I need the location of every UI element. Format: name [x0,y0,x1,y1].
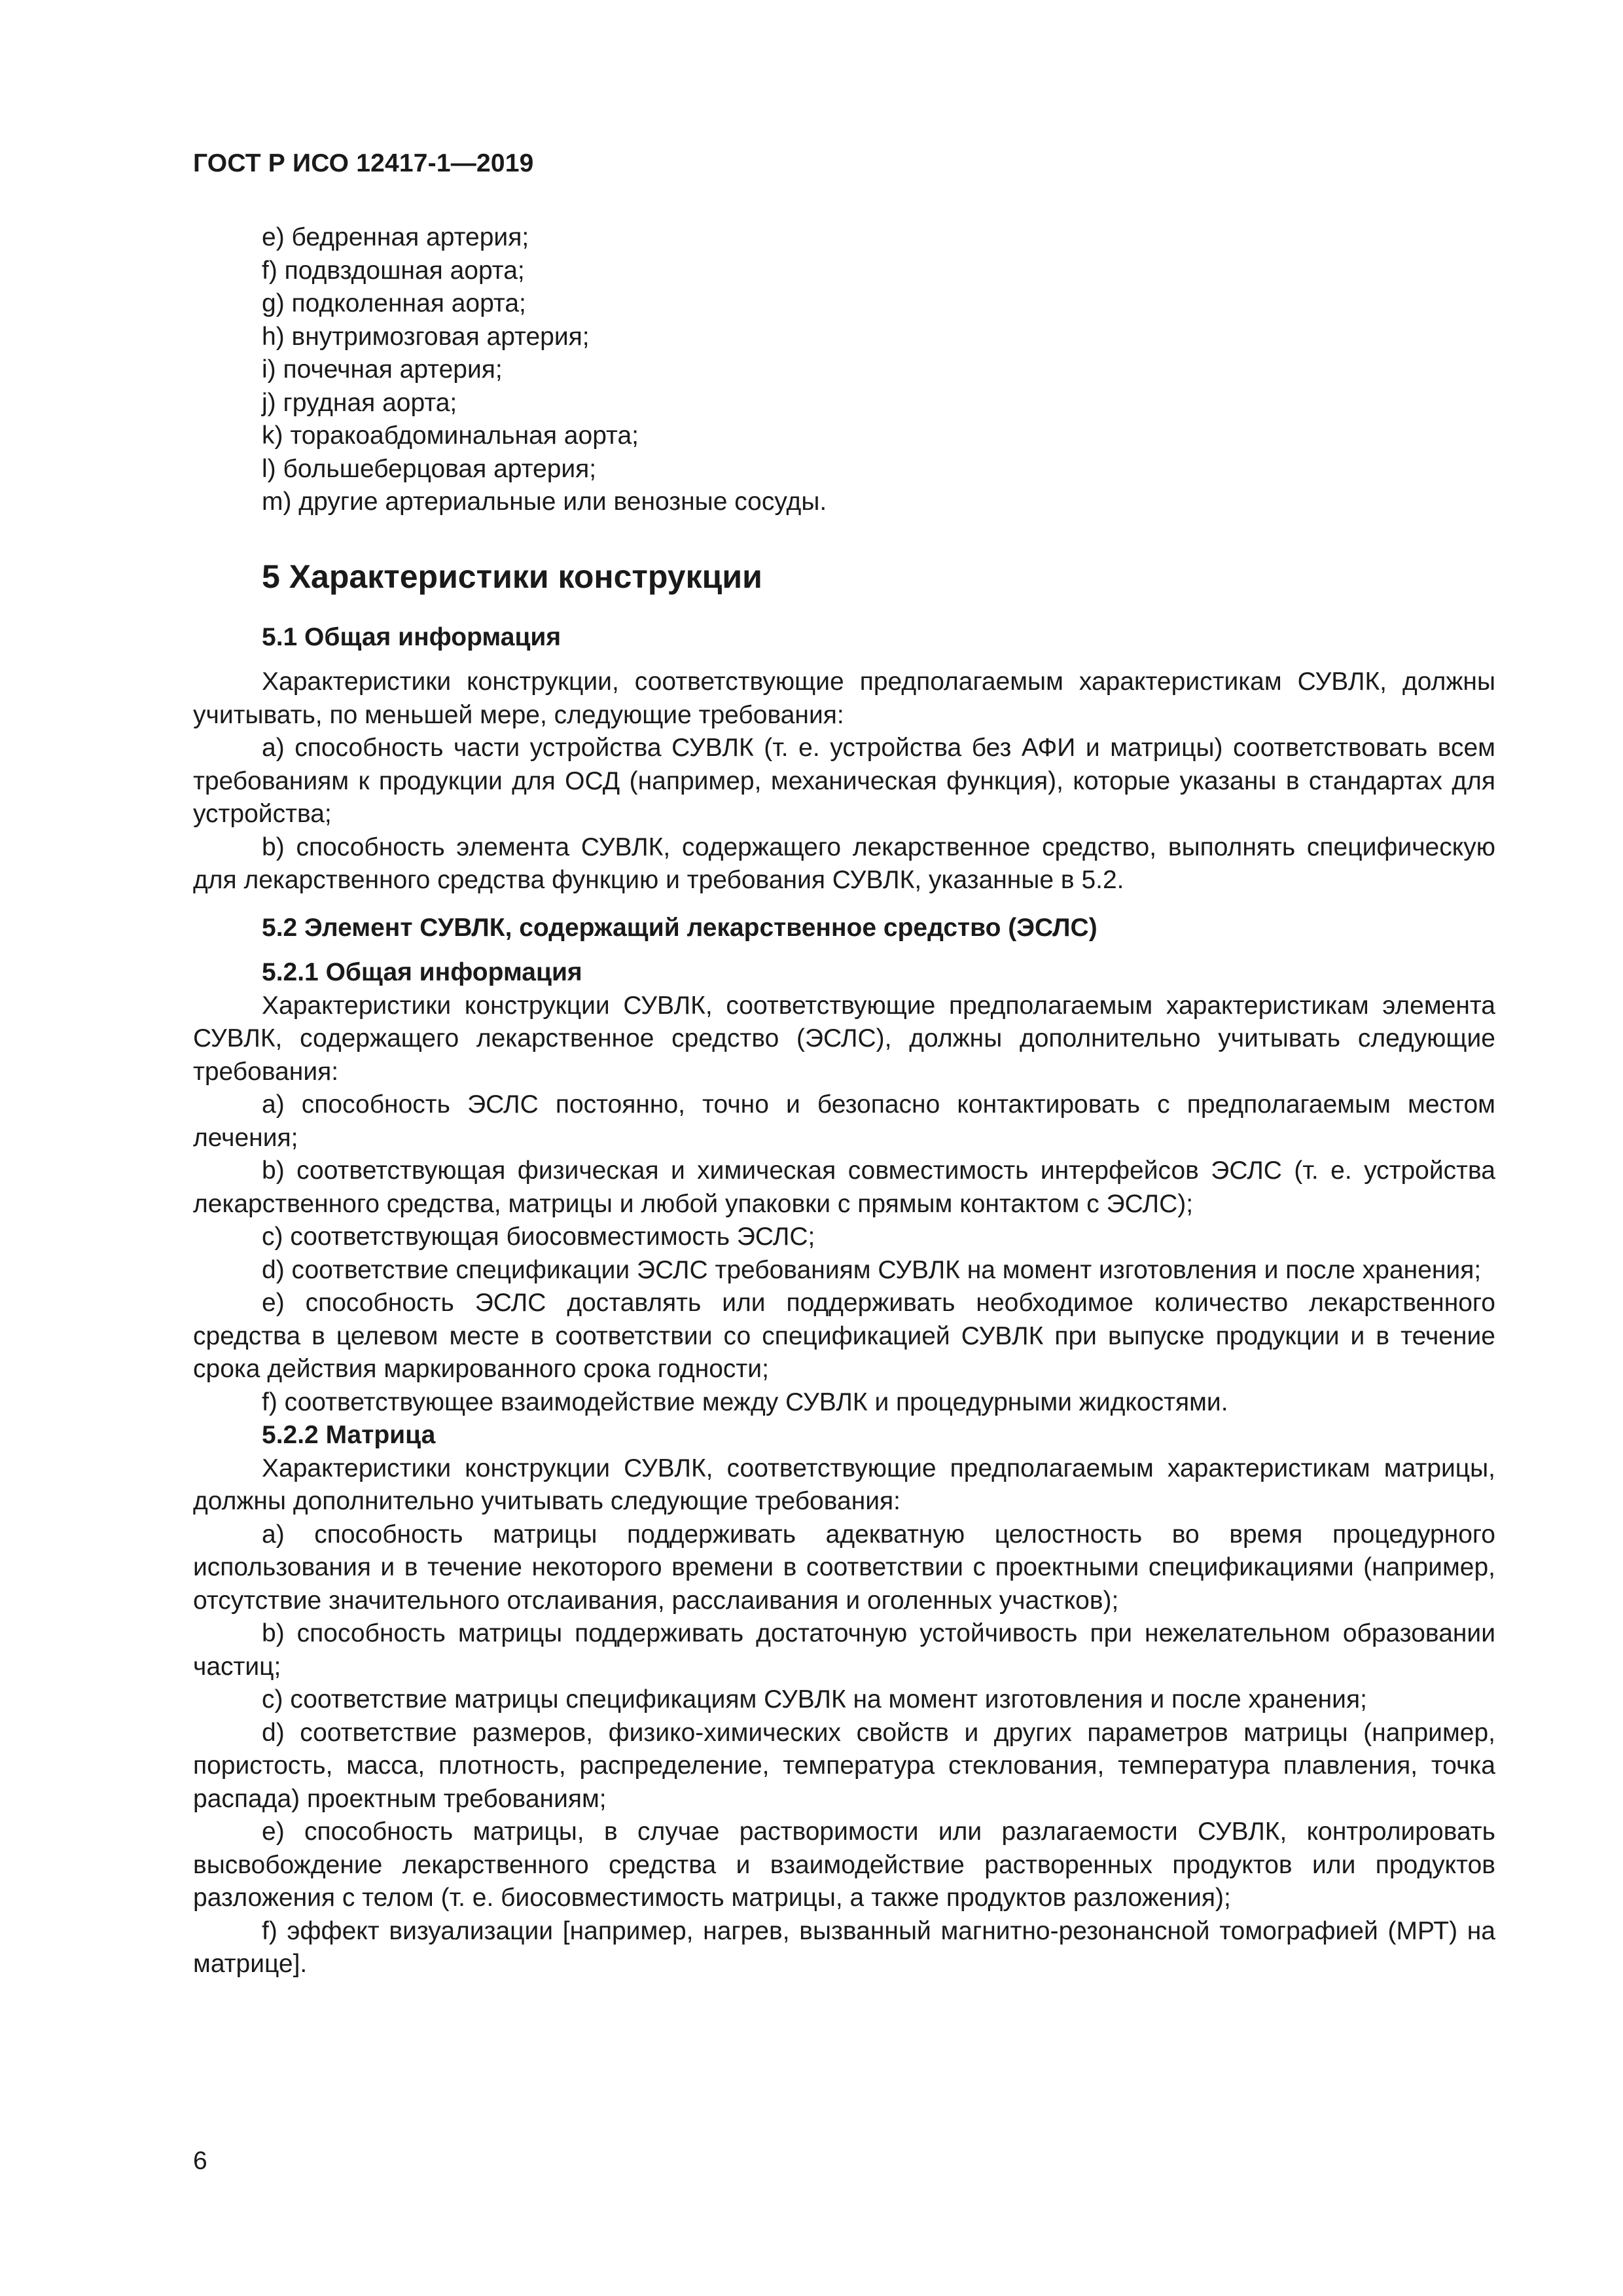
list-item: i) почечная артерия; [262,355,503,384]
paragraph: a) способность матрицы поддерживать адекватную целостность во время процедурного использования и в течение некоторого времени в соответствии с проектными спецификациями (например, отсутствие значительного отслаивания, расслаивания и оголенных участков); [193,1520,1495,1615]
paragraph: c) соответствующая биосовместимость ЭСЛС; [262,1223,815,1251]
list-item: h) внутримозговая артерия; [262,322,590,351]
section-5-1-title: 5.1 Общая информация [262,622,562,651]
document-body [193,221,1495,1981]
list-item: j) грудная аорта; [262,388,457,417]
paragraph: e) способность ЭСЛС доставлять или поддерживать необходимое количество лекарственного средства в целевом месте в соответствии со спецификацией СУВЛК при выпуске продукции и в течение срока действия маркированного срока годности; [193,1289,1495,1383]
artery-list [193,221,1495,519]
paragraph: b) соответствующая физическая и химическая совместимость интерфейсов ЭСЛС (т. е. устройства лекарственного средства, матрицы и любой упаковки с прямым контактом с ЭСЛС); [193,1157,1495,1218]
page-number: 6 [193,2147,207,2175]
section-5-2-2-title: 5.2.2 Матрица [262,1421,436,1449]
list-item: k) торакоабдоминальная аорта; [262,422,639,450]
paragraph: b) способность элемента СУВЛК, содержащего лекарственное средство, выполнять специфическую для лекарственного средства функцию и требования СУВЛК, указанные в 5.2. [193,833,1495,894]
paragraph: Характеристики конструкции, соответствующие предполагаемым характеристикам СУВЛК, должны учитывать, по меньшей мере, следующие требования: [193,668,1495,729]
paragraph: a) способность части устройства СУВЛК (т. е. устройства без АФИ и матрицы) соответствовать всем требованиям к продукции для ОСД (например, механическая функция), которые указаны в стандартах для устройства; [193,734,1495,828]
paragraph: f) эффект визуализации [например, нагрев, вызванный магнитно-резонансной томографией (МРТ) на матрице]. [193,1916,1495,1978]
paragraph: Характеристики конструкции СУВЛК, соответствующие предполагаемым характеристикам элемента СУВЛК, содержащего лекарственное средство (ЭСЛС), должны дополнительно учитывать следующие требования: [193,991,1495,1086]
section-5-2-2-body [193,1452,1495,1981]
section-5-1-body [193,666,1495,897]
list-item: f) подвздошная аорта; [262,256,525,285]
list-item: e) бедренная артерия; [262,223,529,251]
list-item: l) большеберцовая артерия; [262,454,597,483]
section-5-2-title: 5.2 Элемент СУВЛК, содержащий лекарственное средство (ЭСЛС) [262,913,1097,942]
paragraph: f) соответствующее взаимодействие между СУВЛК и процедурными жидкостями. [262,1388,1228,1416]
document-header: ГОСТ Р ИСО 12417-1—2019 [193,149,534,177]
list-item: m) другие артериальные или венозные сосуды. [262,488,827,516]
paragraph: d) соответствие размеров, физико-химических свойств и других параметров матрицы (например, пористость, масса, плотность, распределение, температура стеклования, температура плавления, точка распада) проектным требованиям; [193,1718,1495,1813]
section-5-title: 5 Характеристики конструкции [262,558,762,595]
paragraph: d) соответствие спецификации ЭСЛС требованиям СУВЛК на момент изготовления и после хранения; [262,1255,1482,1284]
paragraph: a) способность ЭСЛС постоянно, точно и безопасно контактировать с предполагаемым местом лечения; [193,1090,1495,1152]
paragraph: b) способность матрицы поддерживать достаточную устойчивость при нежелательном образовании частиц; [193,1619,1495,1681]
paragraph: e) способность матрицы, в случае растворимости или разлагаемости СУВЛК, контролировать высвобождение лекарственного средства и взаимодействие растворенных продуктов или продуктов разложения с телом (т. е. биосовместимость матрицы, а также продуктов разложения); [193,1818,1495,1912]
list-item: g) подколенная аорта; [262,289,526,317]
section-5-2-1-title: 5.2.1 Общая информация [262,958,582,986]
paragraph: Характеристики конструкции СУВЛК, соответствующие предполагаемым характеристикам матрицы, должны дополнительно учитывать следующие требования: [193,1454,1495,1515]
paragraph: c) соответствие матрицы спецификациям СУВЛК на момент изготовления и после хранения; [262,1685,1367,1713]
section-5-2-1-body [193,990,1495,1420]
